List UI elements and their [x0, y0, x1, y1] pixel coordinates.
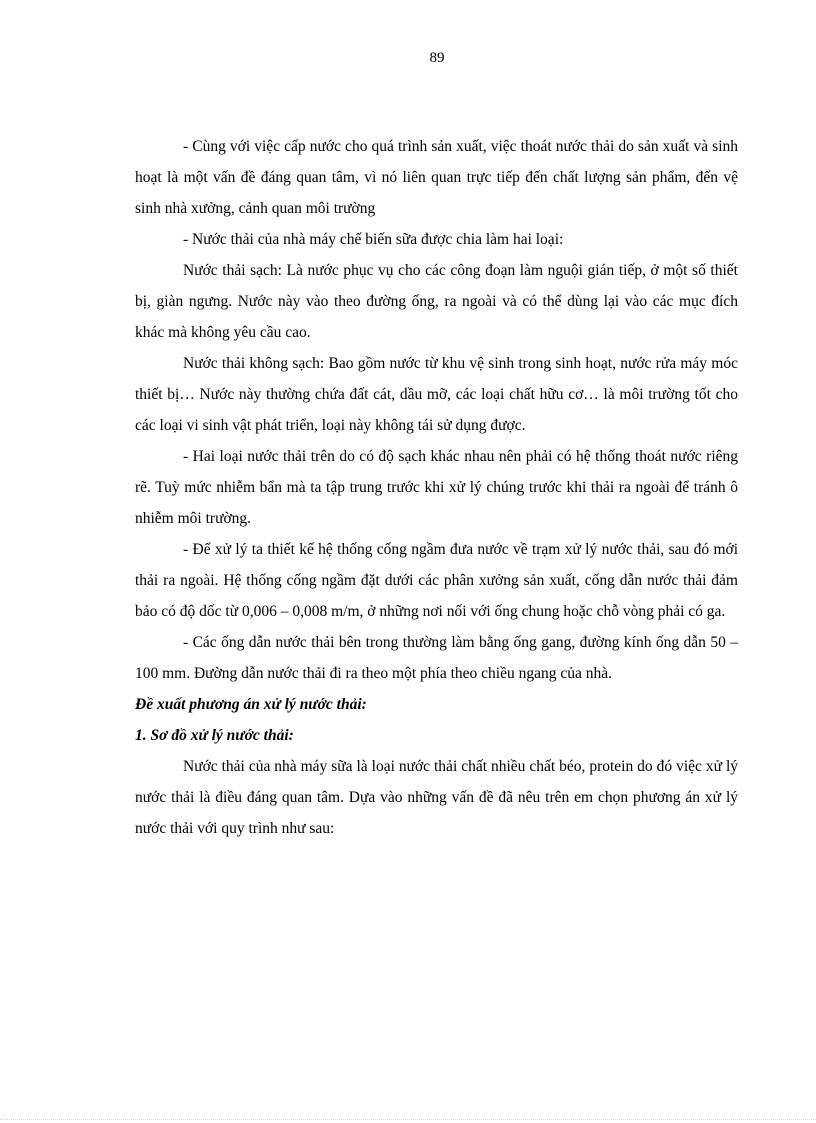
page-bottom-divider — [0, 1119, 816, 1120]
paragraph-drainage-intro: - Cùng với việc cấp nước cho quá trình sản xuất, việc thoát nước thải do sản xuất và sinh hoạt là một vấn đề đáng quan tâm, vì nó liên quan trực tiếp đến chất lượng sản phẩm, đến vệ sinh nhà xưởng, cảnh quan môi trường — [135, 138, 738, 217]
document-body — [135, 131, 738, 844]
heading-treatment-diagram: 1. Sơ đồ xử lý nước thải: — [135, 727, 294, 744]
paragraph-pipes: - Các ống dẫn nước thải bên trong thường làm bằng ống gang, đường kính ống dẫn 50 – 100 mm. Đường dẫn nước thải đi ra theo một phía theo chiều ngang của nhà. — [135, 634, 738, 682]
paragraph-unclean-wastewater: Nước thải không sạch: Bao gồm nước từ khu vệ sinh trong sinh hoạt, nước rửa máy móc thiết bị… Nước này thường chứa đất cát, dầu mỡ, các loại chất hữu cơ… là môi trường tốt cho các loại vi sinh vật phát triển, loại này không tái sử dụng được. — [135, 355, 738, 434]
paragraph-clean-wastewater: Nước thải sạch: Là nước phục vụ cho các công đoạn làm nguội gián tiếp, ở một số thiết bị, giàn ngưng. Nước này vào theo đường ống, ra ngoài và có thể dùng lại vào các mục đích khác mà không yêu cầu cao. — [135, 262, 738, 341]
paragraph-underground-sewer: - Để xử lý ta thiết kế hệ thống cống ngầm đưa nước về trạm xử lý nước thải, sau đó mới thải ra ngoài. Hệ thống cống ngầm đặt dưới các phân xưởng sản xuất, cống dẫn nước thải đảm bảo có độ dốc từ 0,006 – 0,008 m/m, ở những nơi nối với ống chung hoặc chỗ vòng phải có ga. — [135, 541, 738, 620]
heading-proposal: Đề xuất phương án xử lý nước thải: — [135, 696, 367, 713]
paragraph-treatment-choice: Nước thải của nhà máy sữa là loại nước thải chất nhiều chất béo, protein do đó việc xử lý nước thải là điều đáng quan tâm. Dựa vào những vấn đề đã nêu trên em chọn phương án xử lý nước thải với quy trình như sau: — [135, 758, 738, 837]
paragraph-wastewater-types: - Nước thải của nhà máy chế biến sữa được chia làm hai loại: — [183, 231, 564, 248]
paragraph-separate-drainage: - Hai loại nước thải trên do có độ sạch khác nhau nên phải có hệ thống thoát nước riêng rẽ. Tuỳ mức nhiễm bẩn mà ta tập trung trước khi xử lý chúng trước khi thải ra ngoài để tránh ô nhiễm môi trường. — [135, 448, 738, 527]
page-number: 89 — [429, 50, 445, 66]
